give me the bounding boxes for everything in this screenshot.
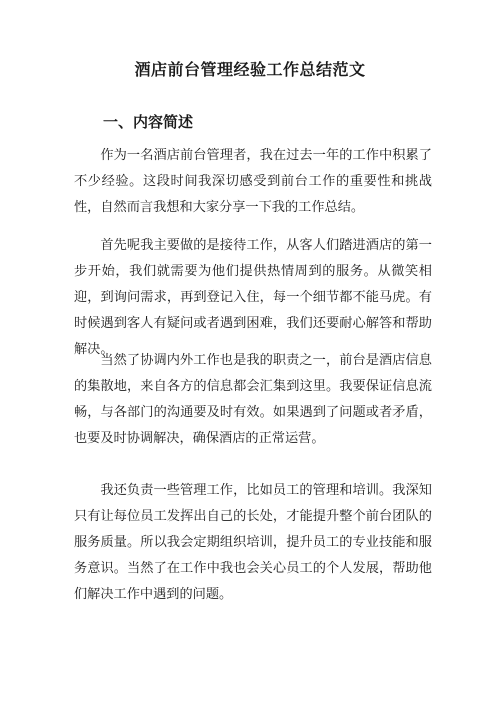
paragraph-intro: 作为一名酒店前台管理者，我在过去一年的工作中积累了不少经验。这段时间我深切感受到前台工作的重要性和挑战性，自然而言我想和大家分享一下我的工作总结。 [74,148,432,215]
paragraph-coordination: 当然了协调内外工作也是我的职责之一，前台是酒店信息的集散地，来自各方的信息都会汇集到这里。我要保证信息流畅，与各部门的沟通要及时有效。如果遇到了问题或者矛盾，也要及时协调解决，确保酒店的正常运营。 [74,353,432,446]
paragraph-management: 我还负责一些管理工作，比如员工的管理和培训。我深知只有让每位员工发挥出自己的长处，才能提升整个前台团队的服务质量。所以我会定期组织培训，提升员工的专业技能和服务意识。当然了在工作中我也会关心员工的个人发展，帮助他们解决工作中遇到的问题。 [74,483,432,602]
document-title: 酒店前台管理经验工作总结范文 [134,60,366,79]
section-heading: 一、内容简述 [103,113,194,131]
paragraph-reception: 首先呢我主要做的是接待工作，从客人们踏进酒店的第一步开始，我们就需要为他们提供热情周到的服务。从微笑相迎，到询问需求，再到登记入住，每一个细节都不能马虎。有时候遇到客人有疑问或者遇到困难，我们还要耐心解答和帮助解决。 [74,238,432,357]
